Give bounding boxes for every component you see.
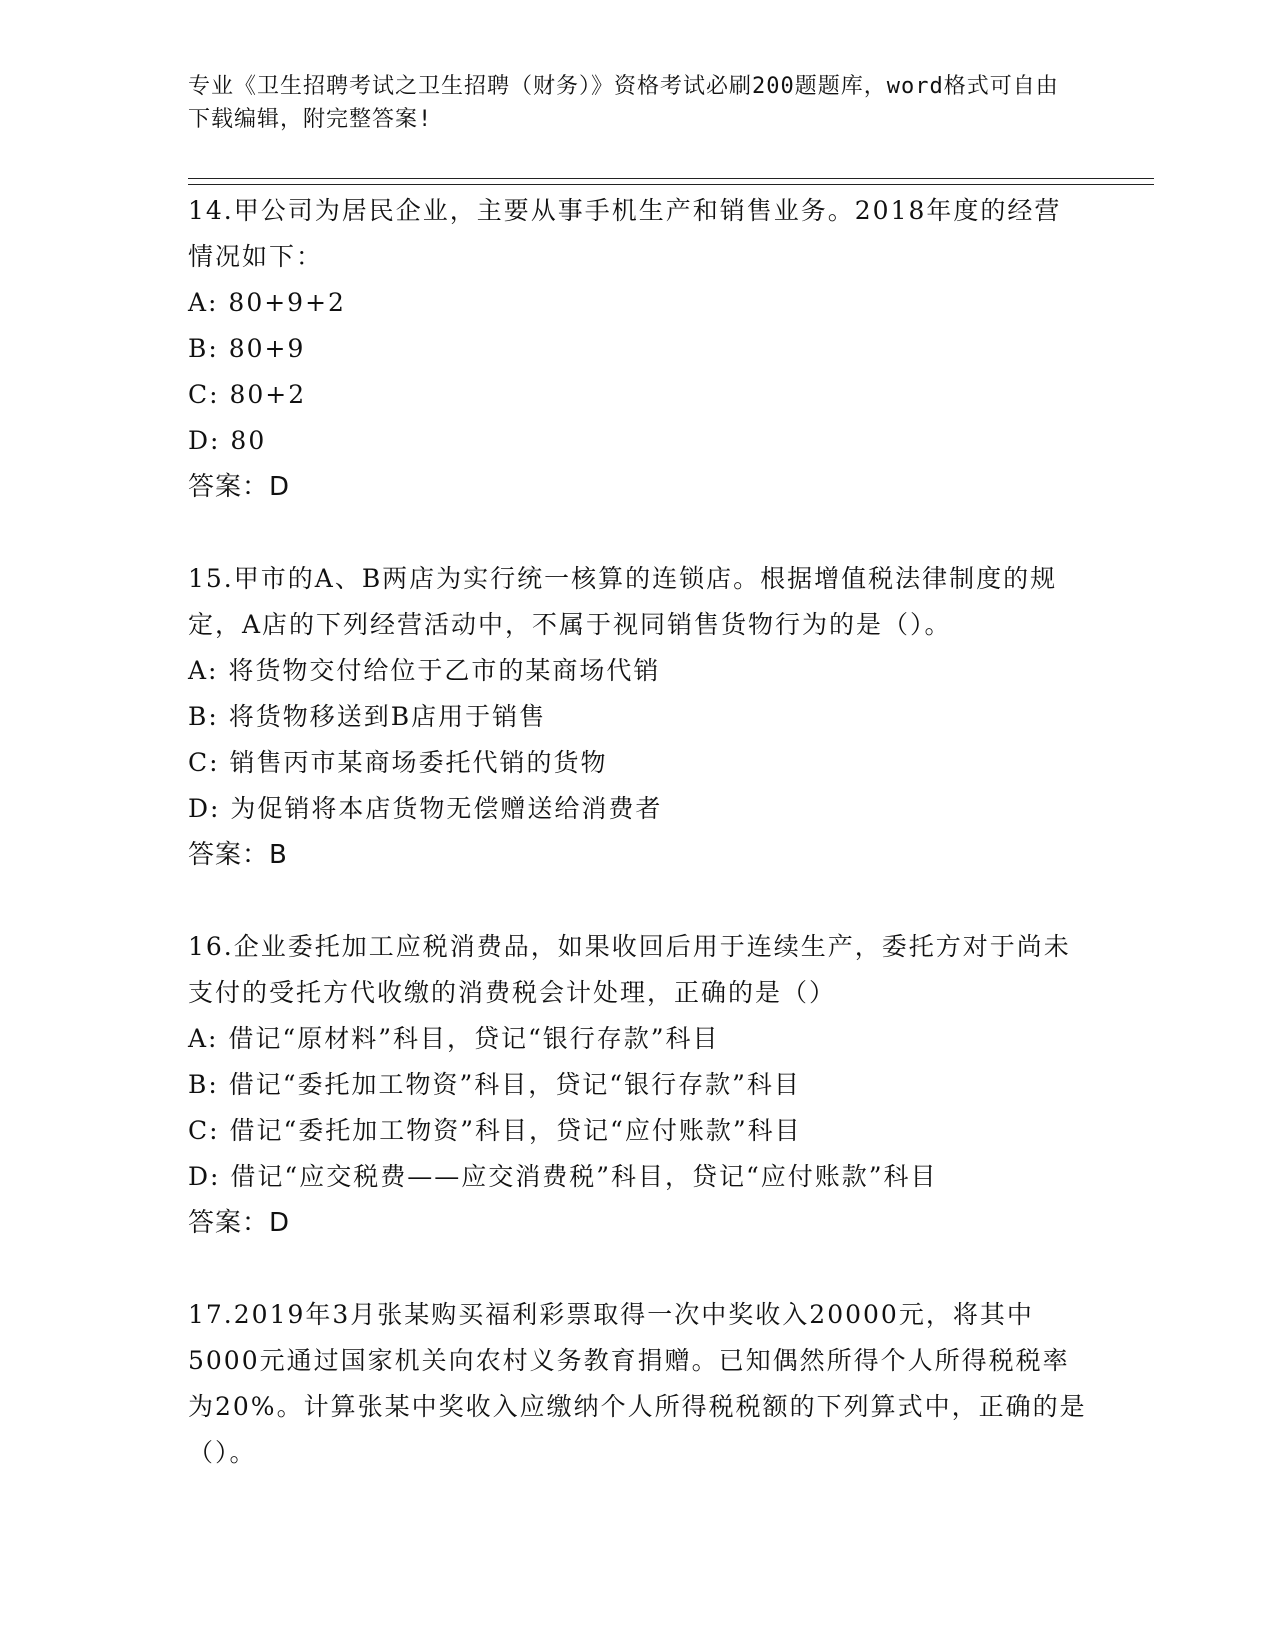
question-spacer [188, 1246, 1088, 1292]
option-c: C: 销售丙市某商场委托代销的货物 [188, 748, 608, 777]
question-spacer [188, 878, 1088, 924]
option-d: D: 80 [188, 426, 267, 455]
option-a: A: 借记“原材料”科目，贷记“银行存款”科目 [188, 1024, 720, 1053]
answer-label: 答案：D [188, 472, 291, 502]
question-stem: 16.企业委托加工应税消费品，如果收回后用于连续生产，委托方对于尚未支付的受托方代收缴的消费税会计处理，正确的是（） [188, 932, 1071, 1007]
question-15 [188, 556, 1088, 878]
question-list [188, 188, 1088, 1476]
question-stem: 17.2019年3月张某购买福利彩票取得一次中奖收入20000元，将其中5000元通过国家机关向农村义务教育捐赠。已知偶然所得个人所得税税率为20%。计算张某中奖收入应缴纳个人所得税税额的下列算式中，正确的是（）。 [188, 1300, 1087, 1467]
option-a: A: 将货物交付给位于乙市的某商场代销 [188, 656, 661, 685]
document-header: 专业《卫生招聘考试之卫生招聘（财务）》资格考试必刷200题题库，word格式可自由下载编辑，附完整答案! [188, 74, 1059, 132]
header-divider-bottom [188, 184, 1154, 185]
option-c: C: 80+2 [188, 380, 307, 409]
option-b: B: 借记“委托加工物资”科目，贷记“银行存款”科目 [188, 1070, 801, 1099]
header-divider-top [188, 178, 1154, 179]
answer-label: 答案：D [188, 1208, 291, 1238]
option-d: D: 为促销将本店货物无偿赠送给消费者 [188, 794, 663, 823]
answer-label: 答案：B [188, 840, 288, 870]
option-c: C: 借记“委托加工物资”科目，贷记“应付账款”科目 [188, 1116, 802, 1145]
question-14 [188, 188, 1088, 510]
option-b: B: 将货物移送到B店用于销售 [188, 702, 547, 731]
option-b: B: 80+9 [188, 334, 306, 363]
question-17 [188, 1292, 1088, 1476]
option-d: D: 借记“应交税费——应交消费税”科目，贷记“应付账款”科目 [188, 1162, 938, 1191]
question-spacer [188, 510, 1088, 556]
question-stem: 14.甲公司为居民企业，主要从事手机生产和销售业务。2018年度的经营情况如下： [188, 196, 1062, 271]
option-a: A: 80+9+2 [188, 288, 346, 317]
question-16 [188, 924, 1088, 1246]
question-stem: 15.甲市的A、B两店为实行统一核算的连锁店。根据增值税法律制度的规定，A店的下列经营活动中，不属于视同销售货物行为的是（）。 [188, 564, 1058, 639]
